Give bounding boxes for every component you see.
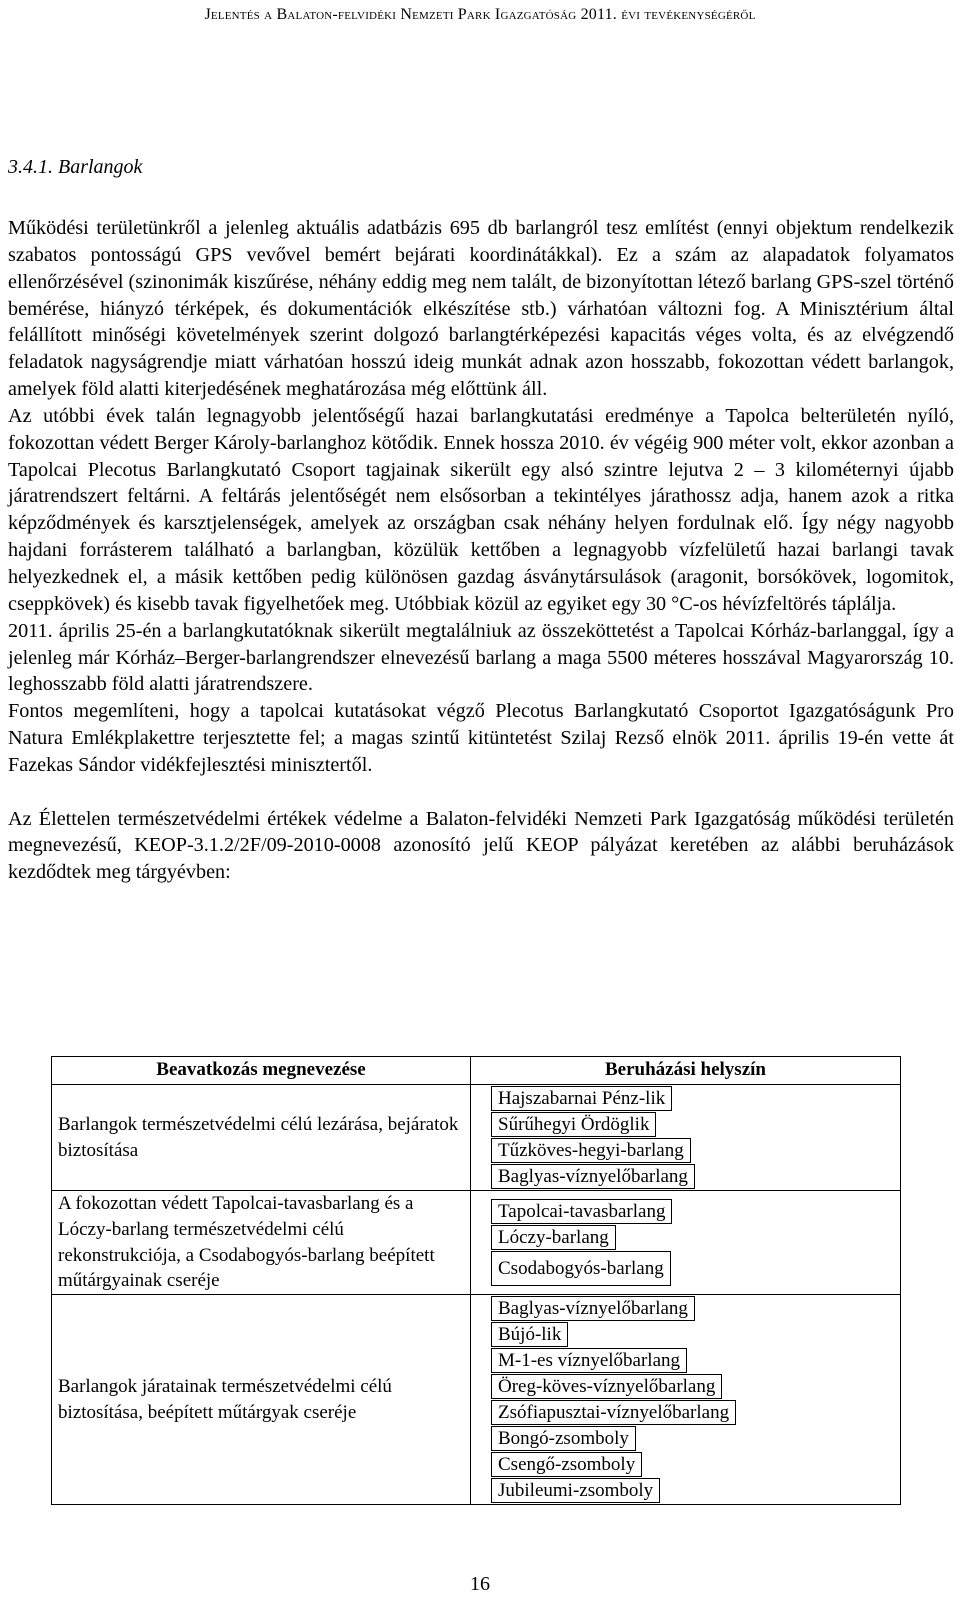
site-cell bbox=[471, 1191, 901, 1295]
site-item: M-1-es víznyelőbarlang bbox=[491, 1348, 687, 1373]
body-text bbox=[8, 215, 954, 886]
running-header: Jelentés a Balaton-felvidéki Nemzeti Park Igazgatóság 2011. évi tevékenységéről bbox=[204, 6, 756, 23]
page-number: 16 bbox=[470, 1573, 490, 1595]
paragraph-berger-cave: Az utóbbi évek talán legnagyobb jelentőségű hazai barlangkutatási eredménye a Tapolca belterületén nyíló, fokozottan védett Berger Károly-barlanghoz kötődik. Ennek hossza 2010. év végéig 900 méter volt, ekkor azonban a Tapolcai Plecotus Barlangkutató Csoport tagjainak sikerült egy alsó szintre lejutva 2 – 3 kilométernyi újabb járatrendszert feltárni. A feltárás jelentőségét nem elsősorban a tekintélyes járathossz adja, hanem azok a ritka képződmények és karsztjelenségek, amelyek az országban csak néhány helyen fordulnak elő. Így négy nagyobb hajdani forrásterem található a barlangban, közülük kettőben a legnagyobb vízfelületű hazai barlangi tavak helyezkednek el, a másik kettőben pedig különösen gazdag ásványtársulások (aragonit, borsókövek, logomitok, cseppkövek) és kisebb tavak figyelhetőek meg. Utóbbiak közül az egyiket egy 30 °C-os hévízfeltörés táplálja. bbox=[8, 404, 954, 615]
site-item: Baglyas-víznyelőbarlang bbox=[491, 1296, 695, 1321]
activity-cell: Barlangok természetvédelmi célú lezárása, bejáratok biztosítása bbox=[52, 1085, 471, 1191]
investment-table bbox=[51, 1056, 901, 1505]
activity-cell: Barlangok járatainak természetvédelmi célú biztosítása, beépített műtárgyak cseréje bbox=[52, 1295, 471, 1505]
site-item: Lóczy-barlang bbox=[491, 1225, 616, 1250]
table-row bbox=[52, 1085, 901, 1191]
site-item: Tapolcai-tavasbarlang bbox=[491, 1199, 672, 1224]
table-header-row bbox=[52, 1057, 901, 1085]
column-header-activity: Beavatkozás megnevezése bbox=[52, 1057, 471, 1085]
site-item: Zsófiapusztai-víznyelőbarlang bbox=[491, 1400, 736, 1425]
site-item: Jubileumi-zsomboly bbox=[491, 1478, 660, 1503]
site-item: Bújó-lik bbox=[491, 1322, 568, 1347]
paragraph-keop-intro: Az Élettelen természetvédelmi értékek védelme a Balaton-felvidéki Nemzeti Park Igazgatóság működési területén megnevezésű, KEOP-3.1.2/2F/09-2010-0008 azonosító jelű KEOP pályázat keretében az alábbi beruházások kezdődtek meg tárgyévben: bbox=[8, 807, 954, 884]
site-item: Öreg-köves-víznyelőbarlang bbox=[491, 1374, 722, 1399]
column-header-site: Beruházási helyszín bbox=[471, 1057, 901, 1085]
table-row bbox=[52, 1295, 901, 1505]
site-item: Csodabogyós-barlang bbox=[491, 1251, 671, 1286]
site-cell bbox=[471, 1085, 901, 1191]
table-row bbox=[52, 1191, 901, 1295]
site-item: Bongó-zsomboly bbox=[491, 1426, 636, 1451]
site-item: Baglyas-víznyelőbarlang bbox=[491, 1164, 695, 1189]
site-cell bbox=[471, 1295, 901, 1505]
paragraph-connection: 2011. április 25-én a barlangkutatóknak sikerült megtalálniuk az összeköttetést a Tapolcai Kórház-barlanggal, így a jelenleg már Kórház–Berger-barlangrendszer elnevezésű barlang a maga 5500 méteres hosszával Magyarország 10. leghosszabb föld alatti járatrendszere. bbox=[8, 619, 954, 696]
activity-cell: A fokozottan védett Tapolcai-tavasbarlang és a Lóczy-barlang természetvédelmi célú rekonstrukciója, a Csodabogyós-barlang beépített műtárgyainak cseréje bbox=[52, 1191, 471, 1295]
section-heading: 3.4.1. Barlangok bbox=[8, 156, 143, 178]
site-item: Tűzköves-hegyi-barlang bbox=[491, 1138, 691, 1163]
paragraph-database: Működési területünkről a jelenleg aktuális adatbázis 695 db barlangról tesz említést (ennyi objektum rendelkezik szabatos pontosságú GPS vevővel bemért bejárati koordinátákkal). Ez a szám az alapadatok folyamatos ellenőrzésével (szinonimák kiszűrése, néhány eddig meg nem talált, de bizonyítottan létező barlang GPS-szel történő bemérése, hiányzó térképek, és dokumentációk elkészítése stb.) várhatóan változni fog. A Minisztérium által felállított minőségi követelmények szerint dolgozó barlangtérképezési kapacitás véges volta, és az elvégzendő feladatok nagyságrendje miatt várhatóan hosszú ideig munkát adnak azon hosszabb, fokozottan védett barlangok, amelyek föld alatti kiterjedésének meghatározása még előttünk áll. bbox=[8, 217, 954, 401]
site-item: Hajszabarnai Pénz-lik bbox=[491, 1086, 672, 1111]
paragraph-award: Fontos megemlíteni, hogy a tapolcai kutatásokat végző Plecotus Barlangkutató Csoportot Igazgatóságunk Pro Natura Emlékplakettre terjesztette fel; a magas szintű kitüntetést Szilaj Rezső elnök 2011. április 19-én vette át Fazekas Sándor vidékfejlesztési minisztertől. bbox=[8, 700, 954, 776]
site-item: Sűrűhegyi Ördöglik bbox=[491, 1112, 656, 1137]
site-item: Csengő-zsomboly bbox=[491, 1452, 642, 1477]
